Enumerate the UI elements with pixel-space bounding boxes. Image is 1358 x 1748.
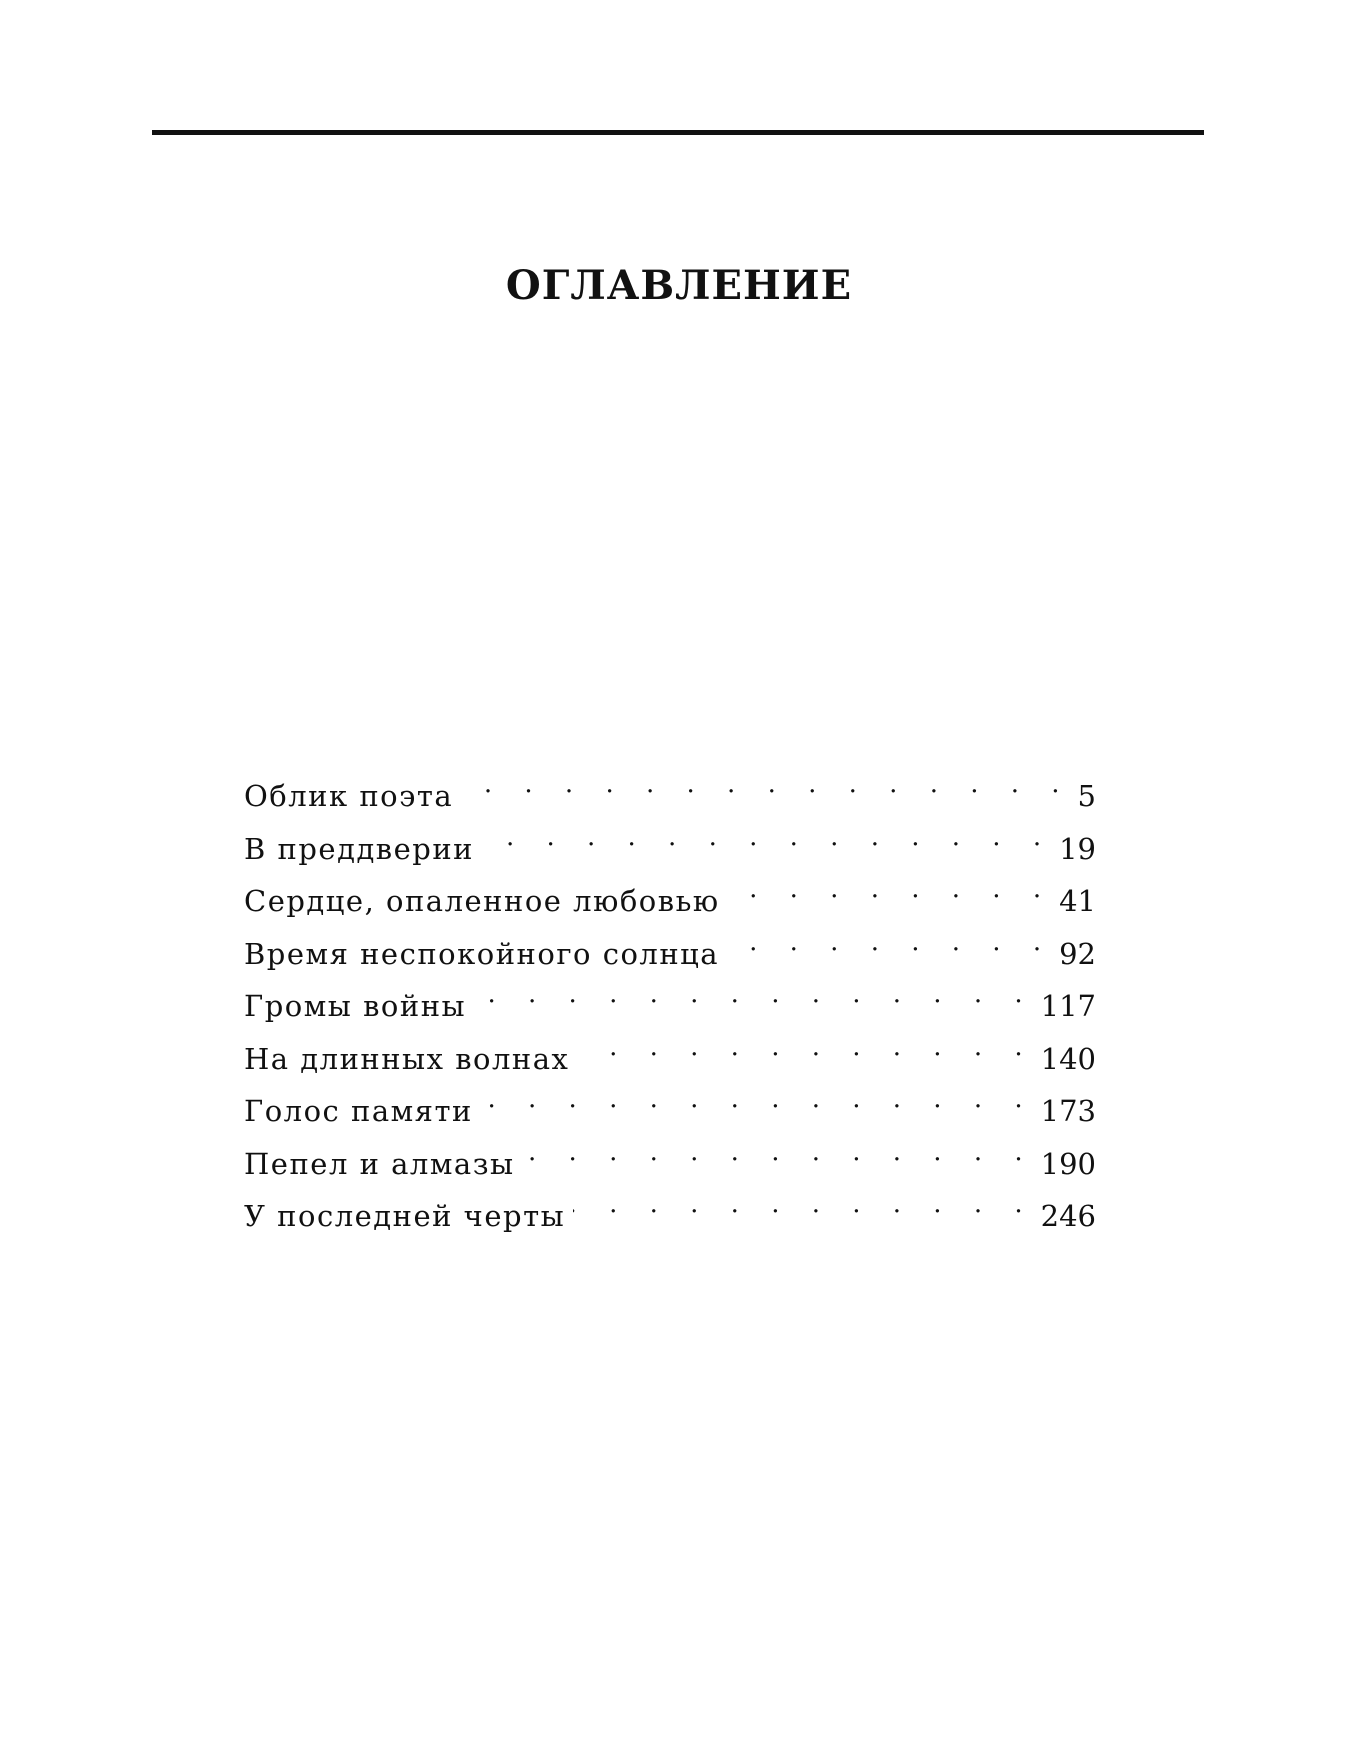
top-rule	[152, 130, 1204, 135]
toc-entry	[244, 819, 1096, 872]
toc-entry-page: 92	[1059, 936, 1096, 971]
toc-entry-page: 41	[1059, 884, 1096, 918]
page-title: ОГЛАВЛЕНИЕ	[505, 262, 853, 309]
toc-entry-title: Голос памяти	[244, 1094, 473, 1128]
dot-leader	[461, 766, 1071, 806]
toc-entry-title: У последней черты	[244, 1199, 566, 1233]
toc-entry-page: 246	[1040, 1199, 1096, 1233]
toc-entry-page: 19	[1059, 831, 1096, 866]
toc-entry	[244, 1029, 1096, 1082]
dot-leader	[523, 1134, 1035, 1174]
toc-entry	[244, 1081, 1096, 1134]
toc-entry	[244, 766, 1096, 819]
dot-leader	[474, 976, 1035, 1016]
toc-entry-title: Облик поэта	[244, 779, 454, 813]
toc-entry	[244, 871, 1096, 924]
dot-leader	[727, 924, 1053, 964]
toc-entry-title: Пепел и алмазы	[244, 1146, 515, 1181]
dot-leader	[573, 1186, 1034, 1226]
dot-leader	[577, 1029, 1034, 1069]
toc-entry	[244, 1134, 1096, 1187]
dot-leader	[728, 871, 1053, 911]
toc-entry	[244, 1186, 1096, 1239]
toc-entry	[244, 976, 1096, 1029]
dot-leader	[481, 1081, 1035, 1121]
toc-entry-title: На длинных волнах	[244, 1041, 570, 1076]
toc-entry-title: Сердце, опаленное любовью	[244, 884, 720, 918]
toc-entry-page: 140	[1040, 1041, 1096, 1076]
table-of-contents	[244, 766, 1096, 1239]
toc-entry-page: 190	[1040, 1146, 1096, 1181]
toc-entry-page: 117	[1040, 989, 1096, 1023]
toc-entry-title: Время неспокойного солнца	[244, 936, 720, 971]
toc-entry-title: Громы войны	[244, 989, 467, 1023]
toc-entry-page: 5	[1077, 779, 1096, 813]
dot-leader	[482, 819, 1053, 859]
toc-entry-title: В преддверии	[244, 831, 475, 866]
toc-entry	[244, 924, 1096, 977]
toc-entry-page: 173	[1040, 1094, 1096, 1128]
